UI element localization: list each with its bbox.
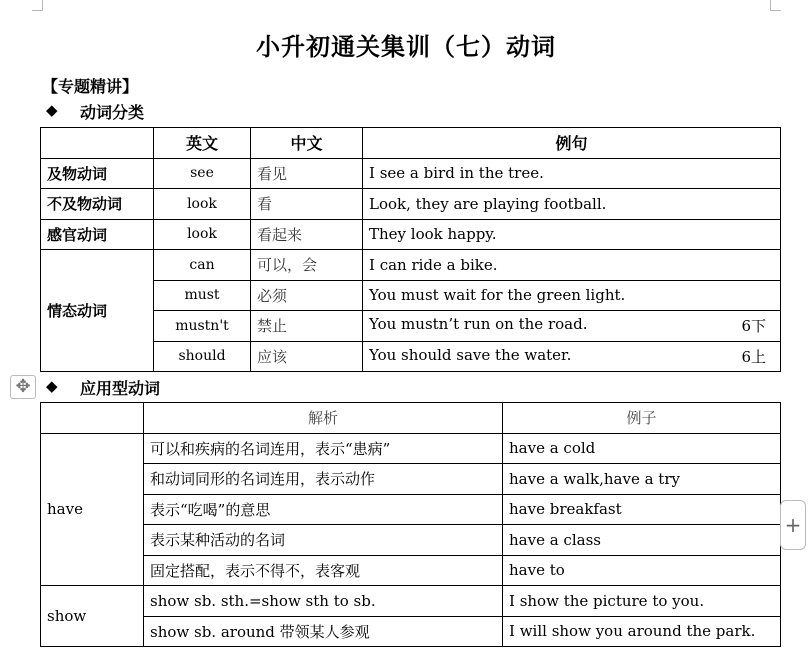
example-cell <box>363 280 781 311</box>
english-cell: mustn't <box>154 311 251 342</box>
analysis-cell: 表示某种活动的名词 <box>144 525 503 556</box>
analysis-cell: 表示“吃喝”的意思 <box>144 494 503 525</box>
chinese-cell: 看起来 <box>251 219 363 250</box>
example-cell <box>363 158 781 189</box>
verb-cell: show <box>41 586 144 647</box>
example-text: They look happy. <box>369 225 497 244</box>
table-row <box>41 616 781 647</box>
example-cell <box>363 341 781 372</box>
grade-level-note: 6上 <box>741 347 766 366</box>
example-cell <box>363 250 781 281</box>
crop-mark-left <box>32 0 43 11</box>
header-cell: 例子 <box>503 403 781 434</box>
table-row <box>41 189 781 220</box>
category-cell: 情态动词 <box>41 250 154 372</box>
category-cell: 感官动词 <box>41 219 154 250</box>
page-title: 小升初通关集训（七）动词 <box>256 32 556 61</box>
example-cell <box>363 189 781 220</box>
chinese-cell: 看见 <box>251 158 363 189</box>
category-cell: 及物动词 <box>41 158 154 189</box>
example-cell: have breakfast <box>503 494 781 525</box>
table-row <box>41 433 781 464</box>
table-row <box>41 219 781 250</box>
english-cell: must <box>154 280 251 311</box>
grade-level-note: 6下 <box>741 317 766 336</box>
table-row <box>41 525 781 556</box>
english-cell: look <box>154 219 251 250</box>
table-row <box>41 158 781 189</box>
add-icon[interactable]: + <box>780 500 806 550</box>
example-cell: have to <box>503 555 781 586</box>
analysis-cell: 可以和疾病的名词连用，表示“患病” <box>144 433 503 464</box>
chinese-cell: 看 <box>251 189 363 220</box>
example-cell: have a cold <box>503 433 781 464</box>
header-cell <box>41 128 154 159</box>
bullet-icon: ◆ <box>46 377 58 395</box>
example-text: Look, they are playing football. <box>369 194 607 213</box>
example-text: I can ride a bike. <box>369 255 498 274</box>
analysis-cell: show sb. around 带领某人参观 <box>144 616 503 647</box>
analysis-cell: show sb. sth.=show sth to sb. <box>144 586 503 617</box>
example-cell <box>363 219 781 250</box>
header-cell: 中文 <box>251 128 363 159</box>
header-cell: 英文 <box>154 128 251 159</box>
chinese-cell: 可以，会 <box>251 250 363 281</box>
category-cell: 不及物动词 <box>41 189 154 220</box>
verb-cell: have <box>41 433 144 586</box>
chinese-cell: 必须 <box>251 280 363 311</box>
example-cell: I show the picture to you. <box>503 586 781 617</box>
section2-heading: 应用型动词 <box>80 379 161 398</box>
applied-verb-table <box>40 402 781 647</box>
section-label: 【专题精讲】 <box>42 77 139 96</box>
example-text: I see a bird in the tree. <box>369 164 544 183</box>
header-cell <box>41 403 144 434</box>
example-cell <box>363 311 781 342</box>
table-row <box>41 250 781 281</box>
analysis-cell: 和动词同形的名词连用，表示动作 <box>144 464 503 495</box>
example-text: You should save the water. <box>369 345 572 364</box>
move-handle-icon[interactable]: ✥ <box>10 375 36 399</box>
example-text: You must wait for the green light. <box>369 286 626 305</box>
chinese-cell: 应该 <box>251 341 363 372</box>
verb-classification-table <box>40 127 781 372</box>
table-row <box>41 555 781 586</box>
example-cell: have a class <box>503 525 781 556</box>
crop-mark-right <box>770 0 781 11</box>
table-header-row <box>41 403 781 434</box>
example-cell: have a walk,have a try <box>503 464 781 495</box>
table-row <box>41 464 781 495</box>
english-cell: can <box>154 250 251 281</box>
table-row <box>41 494 781 525</box>
section1-heading: 动词分类 <box>80 103 145 122</box>
analysis-cell: 固定搭配，表示不得不，表客观 <box>144 555 503 586</box>
chinese-cell: 禁止 <box>251 311 363 342</box>
english-cell: see <box>154 158 251 189</box>
bullet-icon: ◆ <box>46 101 58 119</box>
table-row <box>41 586 781 617</box>
english-cell: look <box>154 189 251 220</box>
header-cell: 解析 <box>144 403 503 434</box>
table-header-row <box>41 128 781 159</box>
english-cell: should <box>154 341 251 372</box>
example-text: You mustn’t run on the road. <box>369 315 588 334</box>
example-cell: I will show you around the park. <box>503 616 781 647</box>
header-cell: 例句 <box>363 128 781 159</box>
